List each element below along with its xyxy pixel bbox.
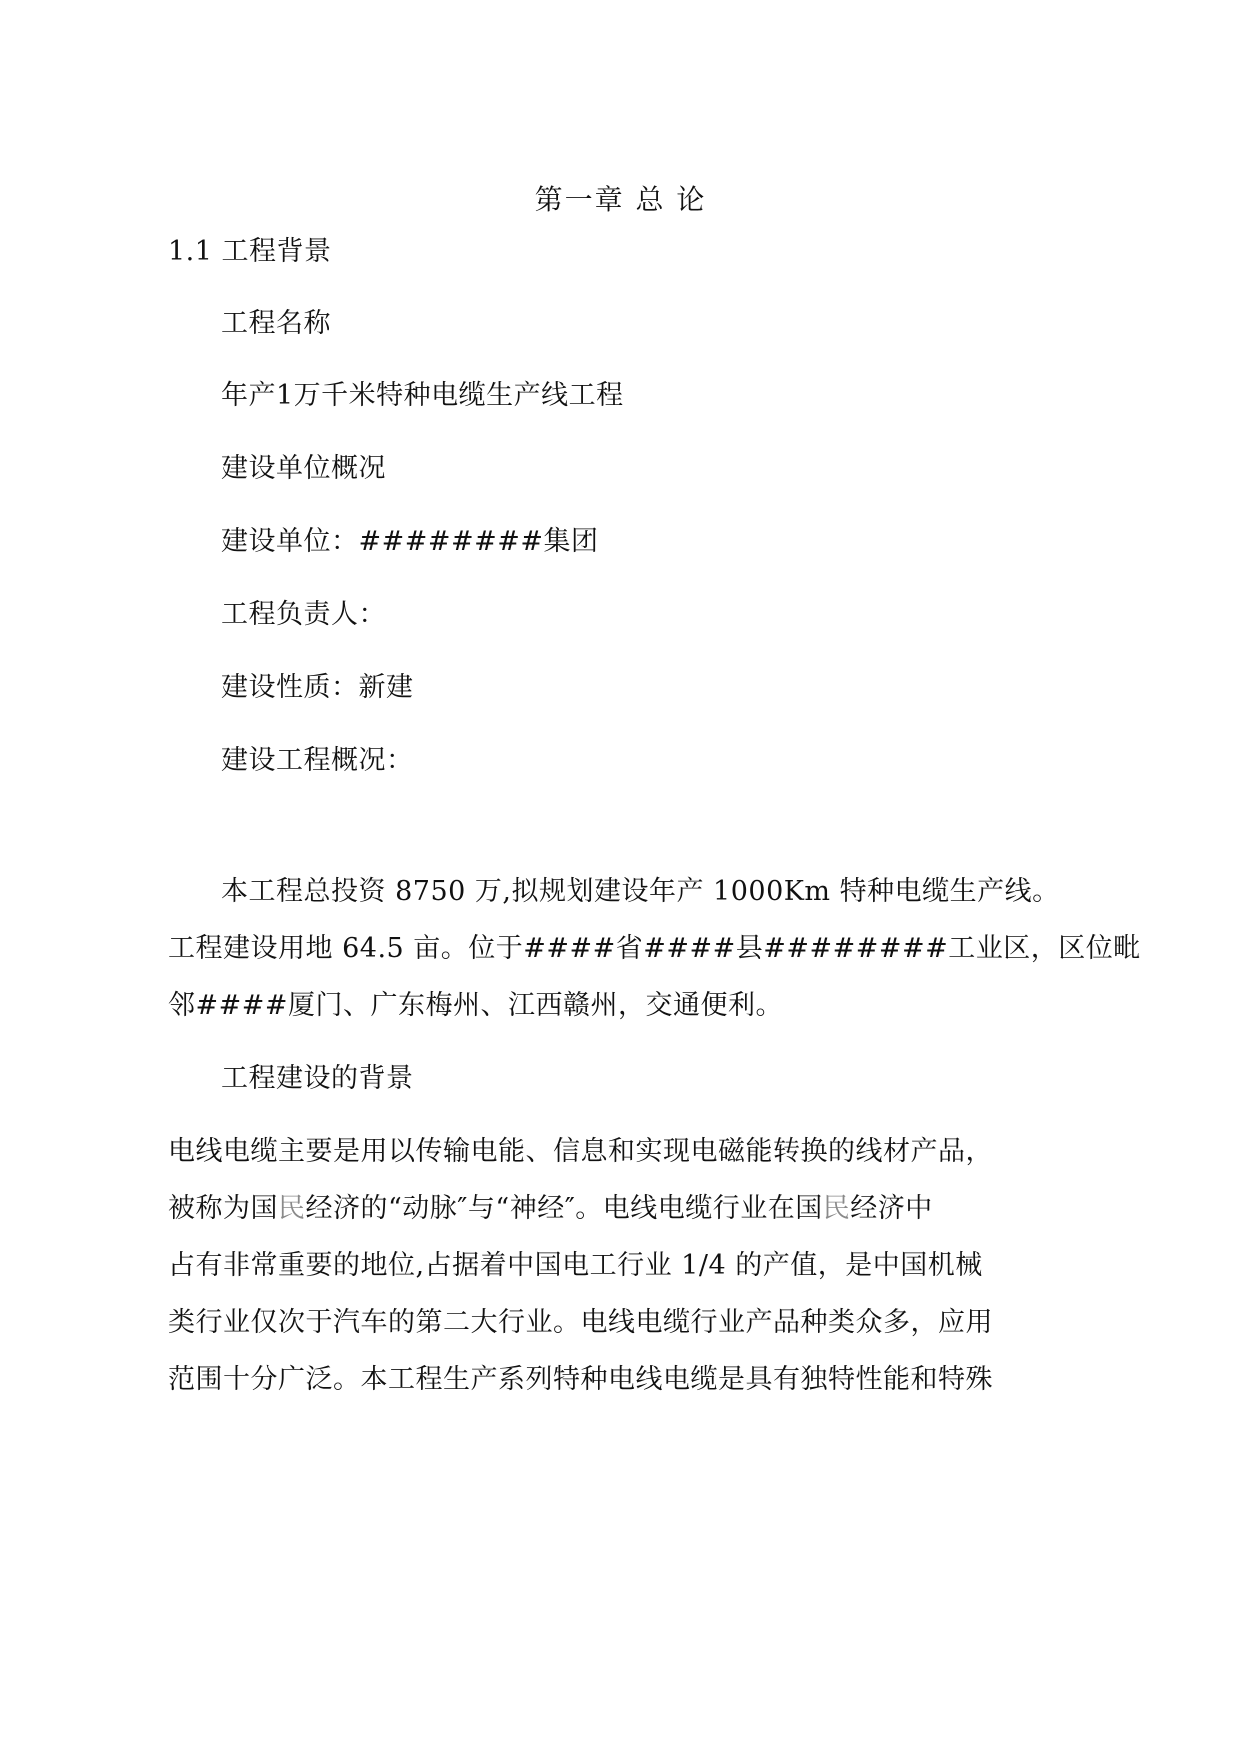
- text-fragment: 被称为国: [168, 1193, 278, 1224]
- background-label: 工程建设的背景: [221, 1063, 414, 1094]
- construction-overview-label: 建设工程概况：: [221, 745, 414, 776]
- project-leader: 工程负责人：: [221, 599, 386, 630]
- paragraph-line: 邻####厦门、广东梅州、江西赣州，交通便利。: [168, 990, 783, 1021]
- project-name-value: 年产1万千米特种电缆生产线工程: [221, 380, 624, 411]
- chapter-title: 第一章 总 论: [534, 183, 707, 216]
- section-heading: 1.1 工程背景: [168, 236, 332, 267]
- gray-character: 民: [822, 1193, 851, 1224]
- paragraph-line: 本工程总投资 8750 万,拟规划建设年产 1000Km 特种电缆生产线。: [221, 876, 1060, 907]
- construction-unit: 建设单位：########集团: [221, 526, 599, 557]
- background-line: [168, 1189, 933, 1229]
- text-fragment: 经济的“动脉″与“神经″。电线电缆行业在国: [305, 1193, 823, 1224]
- gray-character: 民: [278, 1193, 306, 1224]
- construction-nature: 建设性质：新建: [221, 672, 414, 703]
- paragraph-line: 工程建设用地 64.5 亩。位于####省####县########工业区，区位毗: [168, 933, 1141, 964]
- text-fragment: 经济中: [850, 1193, 933, 1224]
- background-line: 范围十分广泛。本工程生产系列特种电线电缆是具有独特性能和特殊: [168, 1364, 993, 1395]
- unit-overview-label: 建设单位概况: [221, 453, 386, 484]
- project-name-label: 工程名称: [221, 308, 331, 339]
- background-line: 占有非常重要的地位,占据着中国电工行业 1/4 的产值，是中国机械: [168, 1250, 983, 1281]
- background-line: 类行业仅次于汽车的第二大行业。电线电缆行业产品种类众多，应用: [168, 1307, 993, 1338]
- background-line: 电线电缆主要是用以传输电能、信息和实现电磁能转换的线材产品，: [168, 1136, 993, 1167]
